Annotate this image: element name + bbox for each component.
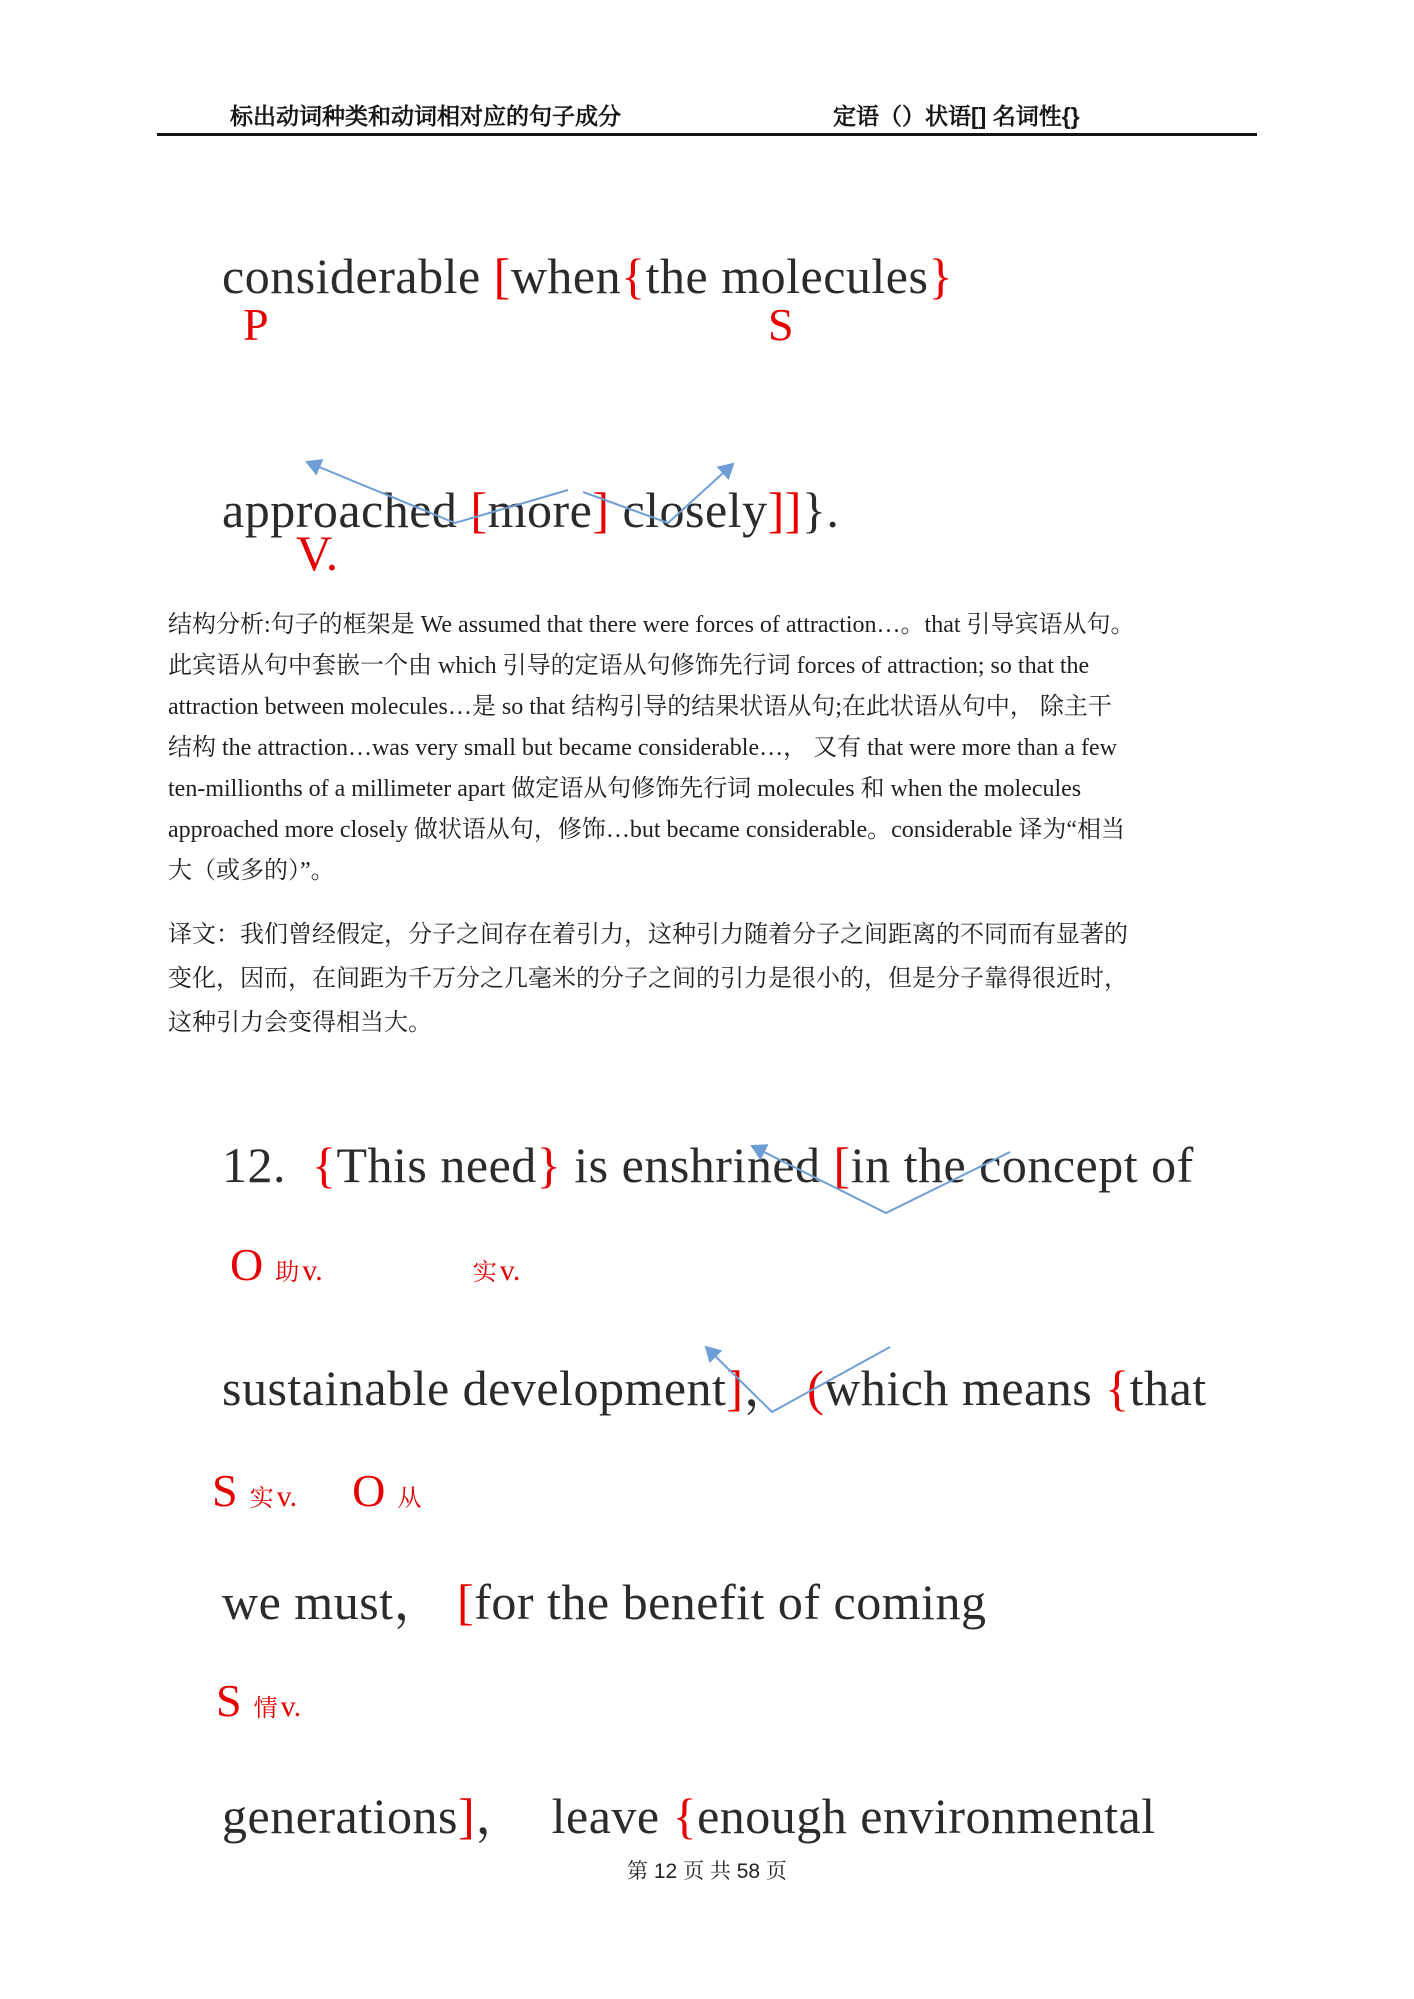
text-segment: the molecules bbox=[645, 248, 929, 304]
text-segment: in the concept of bbox=[850, 1137, 1194, 1193]
red-brace: { bbox=[621, 248, 646, 304]
analysis-line: 此宾语从句中套嵌一个由 which 引导的定语从句修饰先行词 forces of attraction; so that the bbox=[168, 653, 1090, 679]
text-segment: closely bbox=[609, 482, 768, 538]
red-brace: } bbox=[928, 248, 953, 304]
item-number: 12. bbox=[222, 1137, 312, 1193]
red-bracket: [ bbox=[833, 1137, 851, 1193]
analysis-line: 大（或多的）”。 bbox=[168, 858, 335, 884]
analysis-line: 结构分析:句子的框架是 We assumed that there were forces of attraction…。that 引导宾语从句。 bbox=[168, 612, 1135, 638]
grammar-label-shi: 实 bbox=[249, 1486, 274, 1512]
grammar-label-v: V. bbox=[296, 525, 339, 581]
red-brace: { bbox=[672, 1788, 698, 1844]
text-segment: This need bbox=[336, 1137, 537, 1193]
red-brace: { bbox=[1105, 1360, 1130, 1416]
red-paren: ( bbox=[807, 1360, 825, 1416]
text-segment: ， leave bbox=[475, 1788, 673, 1844]
analysis-line: approached more closely 做状语从句，修饰…but became considerable。considerable 译为“相当 bbox=[168, 817, 1126, 843]
analysis-paragraph bbox=[168, 605, 1258, 892]
header-right-legend: 定语（）状语[] 名词性{} bbox=[833, 103, 1080, 129]
grammar-label-s: S bbox=[216, 1675, 242, 1726]
text-segment: is enshrined bbox=[561, 1137, 834, 1193]
text-segment: that bbox=[1129, 1360, 1207, 1416]
red-brace: } bbox=[536, 1137, 562, 1193]
text-segment: when bbox=[510, 248, 622, 304]
grammar-label-zhu: 助 bbox=[275, 1260, 300, 1286]
text-segment: ， bbox=[743, 1360, 808, 1416]
grammar-label-v: v. bbox=[499, 1254, 521, 1287]
sentence-line-approached bbox=[170, 420, 839, 600]
translation-paragraph bbox=[168, 913, 1258, 1045]
grammar-label-qing: 情 bbox=[253, 1696, 278, 1722]
red-bracket: [ bbox=[470, 482, 488, 538]
translation-line: 译文：我们曾经假定，分子之间存在着引力，这种引力随着分子之间距离的不同而有显著的 bbox=[168, 922, 1128, 948]
text-segment: }. bbox=[801, 482, 840, 538]
grammar-label-o: O bbox=[352, 1465, 386, 1516]
page-number: 第 12 页 共 58 页 bbox=[627, 1860, 787, 1883]
grammar-label-cong: 从 bbox=[397, 1486, 422, 1512]
text-segment: more bbox=[487, 482, 593, 538]
red-bracket: ] bbox=[726, 1360, 744, 1416]
text-segment: for the benefit of coming bbox=[474, 1574, 987, 1630]
grammar-label-s: S bbox=[212, 1465, 238, 1516]
grammar-label-s: S bbox=[768, 299, 794, 350]
text-segment: sustainable development bbox=[222, 1360, 727, 1416]
red-bracket: ] bbox=[592, 482, 610, 538]
text-segment: generations bbox=[222, 1788, 458, 1844]
grammar-label-v: v. bbox=[280, 1690, 302, 1723]
header-left-title: 标出动词种类和动词相对应的句子成分 bbox=[230, 103, 621, 129]
grammar-label-v: v. bbox=[302, 1254, 323, 1287]
analysis-line: ten-millionths of a millimeter apart 做定语从句修饰先行词 molecules 和 when the molecules bbox=[168, 776, 1082, 802]
red-brace: { bbox=[312, 1137, 337, 1193]
red-bracket: [ bbox=[493, 248, 511, 304]
analysis-line: attraction between molecules…是 so that 结构引导的结果状语从句;在此状语从句中， 除主干 bbox=[168, 694, 1112, 720]
text-segment: enough environmental bbox=[697, 1788, 1156, 1844]
grammar-label-p: P bbox=[243, 299, 269, 350]
red-bracket: ]] bbox=[767, 482, 802, 538]
text-segment: which means bbox=[824, 1360, 1106, 1416]
red-bracket: ] bbox=[457, 1788, 476, 1844]
text-segment: considerable bbox=[222, 248, 494, 304]
header-rule bbox=[157, 133, 1257, 136]
grammar-label-shi: 实 bbox=[472, 1260, 497, 1286]
red-bracket: [ bbox=[457, 1574, 475, 1630]
text-segment: we must， bbox=[222, 1574, 458, 1630]
grammar-label-o: O bbox=[230, 1239, 264, 1290]
sentence-line-considerable bbox=[170, 186, 953, 366]
grammar-label-v: v. bbox=[276, 1480, 298, 1513]
translation-line: 这种引力会变得相当大。 bbox=[168, 1010, 432, 1036]
translation-line: 变化，因而，在间距为千万分之几毫米的分子之间的引力是很小的，但是分子靠得很近时， bbox=[168, 966, 1128, 992]
analysis-line: 结构 the attraction…was very small but became considerable…， 又有 that were more than a few bbox=[168, 735, 1118, 761]
text-segment: approached bbox=[222, 482, 471, 538]
